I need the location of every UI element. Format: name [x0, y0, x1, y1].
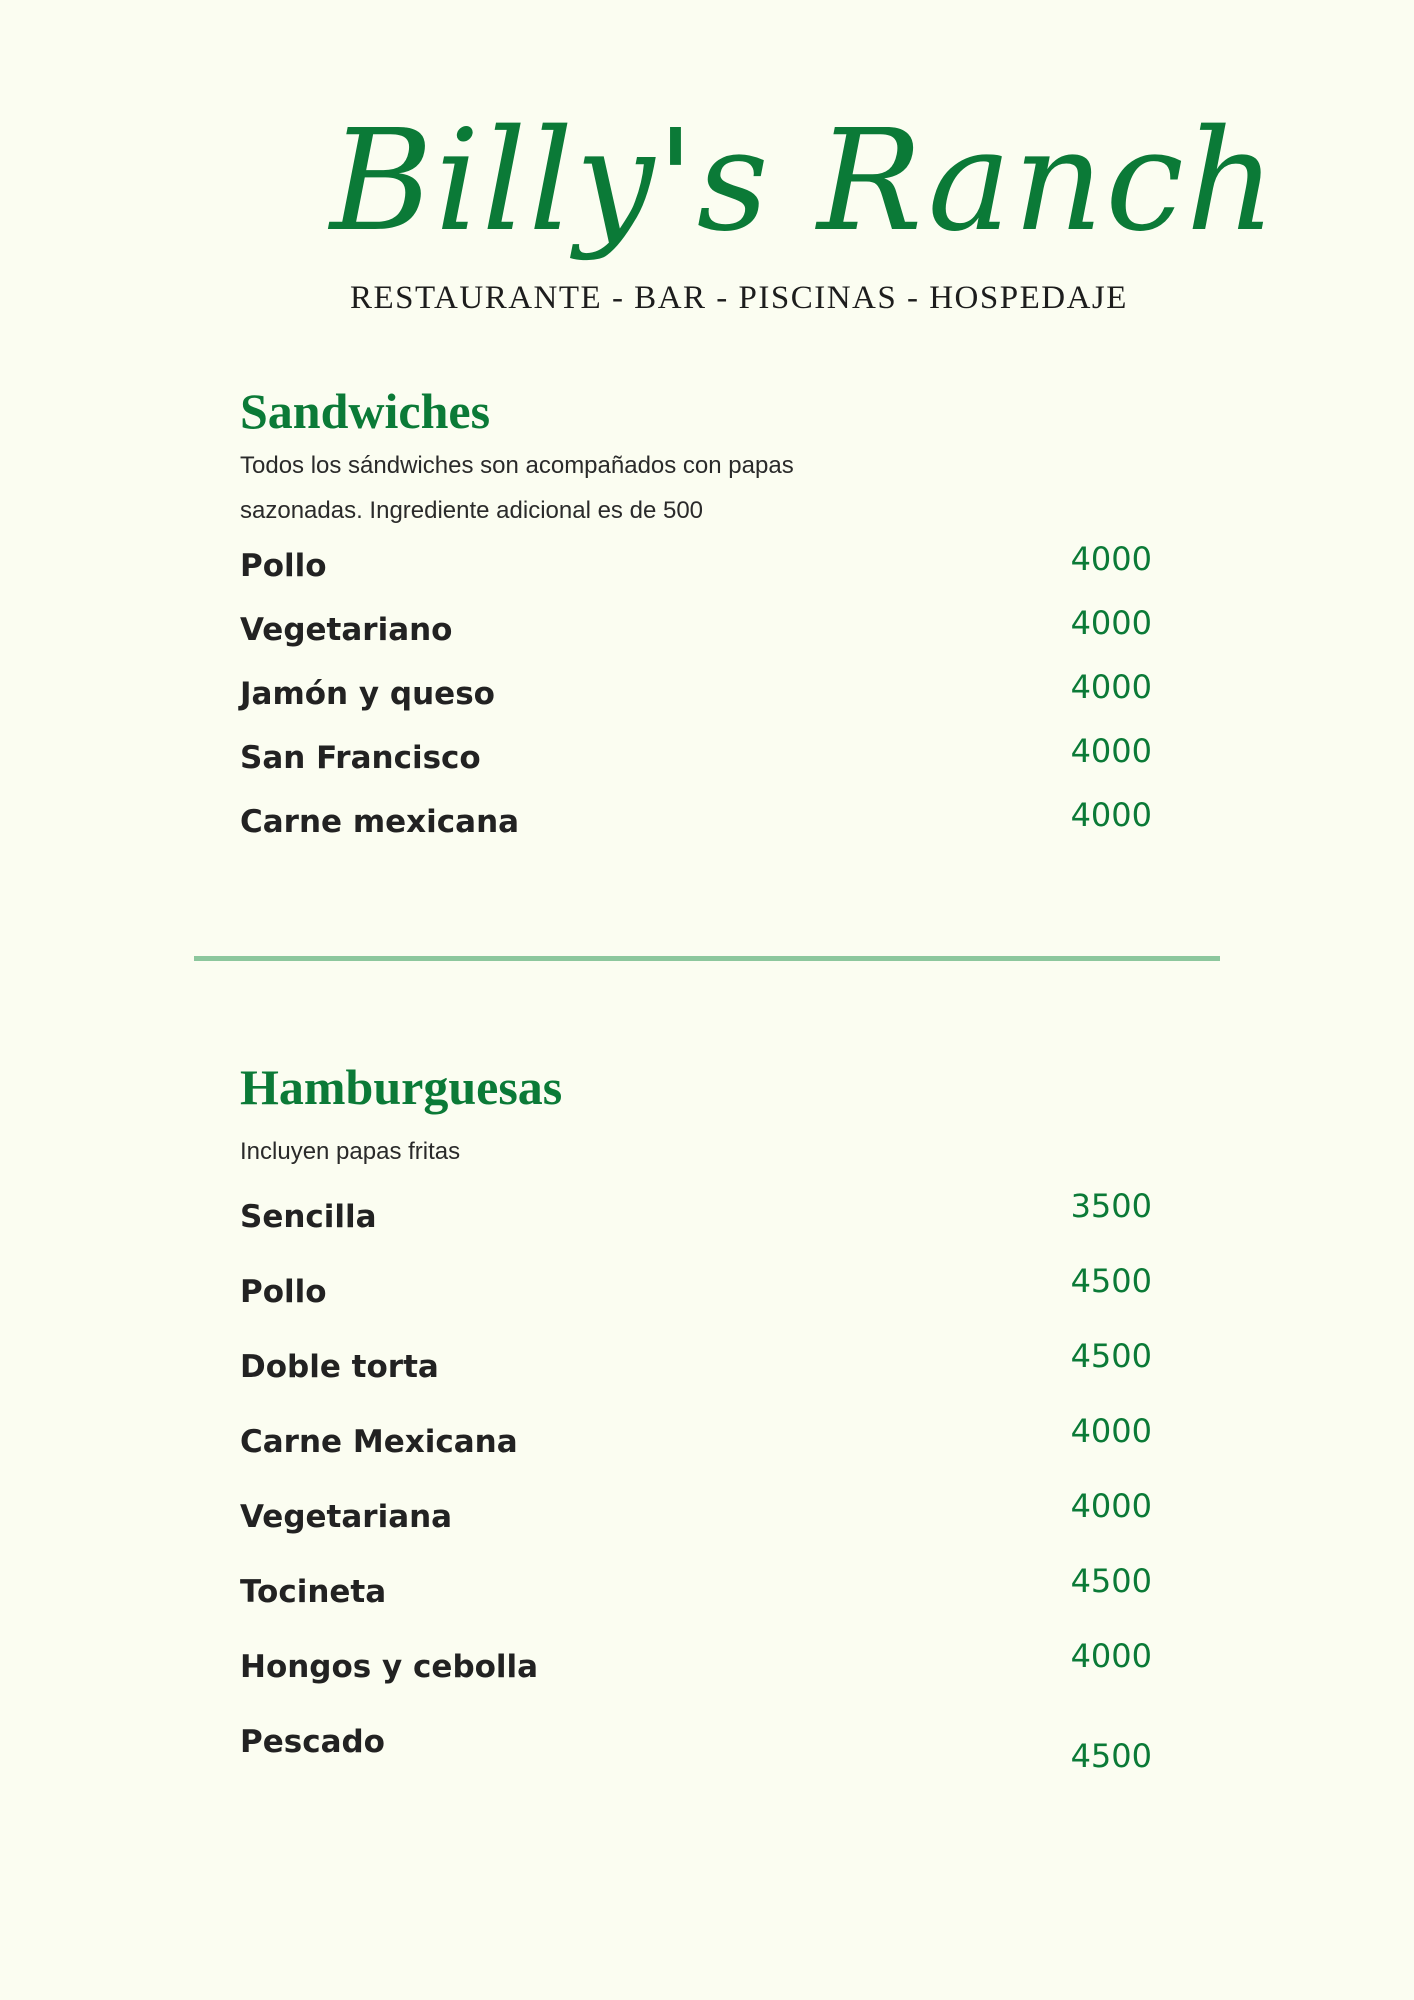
menu-item-name: Jamón y queso — [240, 676, 495, 712]
menu-item-price: 3500 — [1070, 1187, 1152, 1225]
menu-item-price: 4500 — [1070, 1262, 1152, 1300]
menu-item-name: Hongos y cebolla — [240, 1649, 539, 1685]
menu-item-name: Vegetariana — [240, 1499, 453, 1535]
menu-item-price: 4000 — [1070, 1637, 1152, 1675]
hamburguesas-description: Incluyen papas fritas — [240, 1138, 461, 1165]
menu-item-name: Carne Mexicana — [240, 1424, 518, 1460]
menu-item-price: 4000 — [1070, 604, 1152, 642]
sandwiches-description-line1: Todos los sándwiches son acompañados con papas — [240, 452, 794, 479]
menu-item-name: Sencilla — [240, 1199, 377, 1235]
sandwiches-description-line2: sazonadas. Ingrediente adicional es de 500 — [240, 497, 704, 524]
section-divider — [194, 956, 1220, 961]
menu-item-price: 4000 — [1070, 1412, 1152, 1450]
menu-item-price: 4000 — [1070, 668, 1152, 706]
menu-item-price: 4000 — [1070, 732, 1152, 770]
menu-item-price: 4500 — [1070, 1562, 1152, 1600]
menu-item-name: Pescado — [240, 1724, 385, 1760]
restaurant-name: Billy's Ranch — [330, 100, 1278, 263]
section-title-hamburguesas: Hamburguesas — [240, 1059, 563, 1115]
menu-item-name: Doble torta — [240, 1349, 439, 1385]
menu-item-name: Pollo — [240, 1274, 327, 1310]
menu-item-price: 4000 — [1070, 1487, 1152, 1525]
menu-item-price: 4000 — [1070, 540, 1152, 578]
menu-item-price: 4500 — [1070, 1737, 1152, 1775]
menu-item-name: San Francisco — [240, 740, 481, 776]
menu-item-name: Pollo — [240, 548, 327, 584]
section-title-sandwiches: Sandwiches — [240, 383, 491, 439]
menu-item-name: Vegetariano — [240, 612, 453, 648]
restaurant-tagline: RESTAURANTE - BAR - PISCINAS - HOSPEDAJE — [350, 280, 1128, 316]
menu-item-price: 4500 — [1070, 1337, 1152, 1375]
menu-item-name: Carne mexicana — [240, 804, 520, 840]
menu-item-price: 4000 — [1070, 796, 1152, 834]
menu-item-name: Tocineta — [240, 1574, 387, 1610]
